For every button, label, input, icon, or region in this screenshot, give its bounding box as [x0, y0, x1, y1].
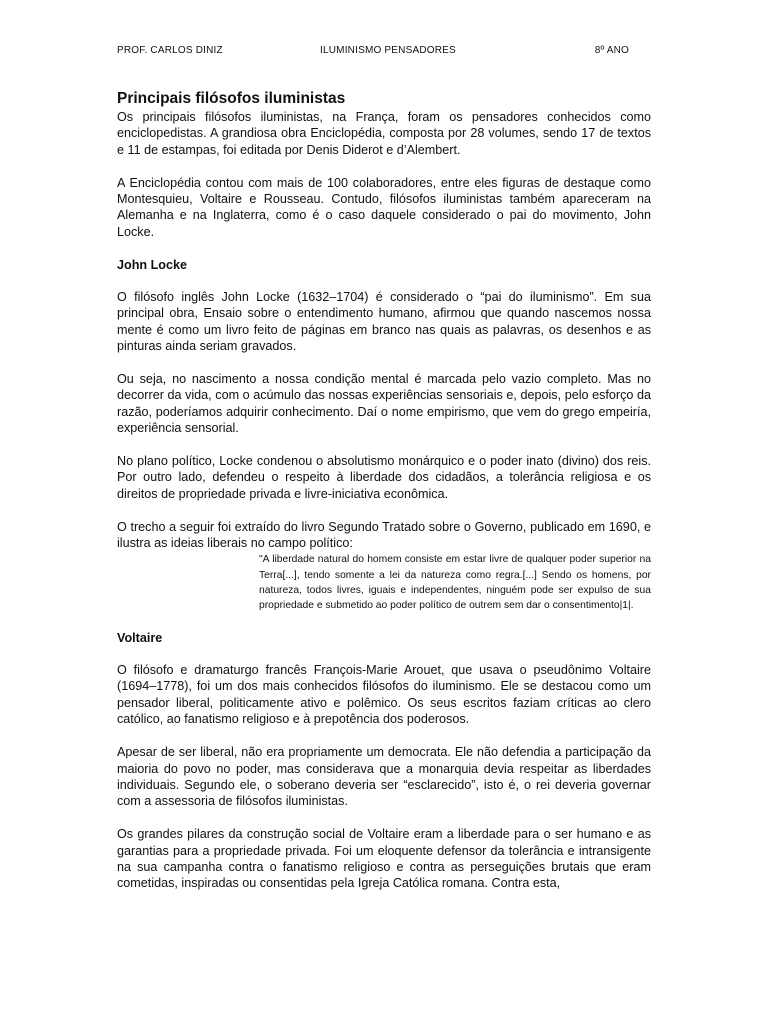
voltaire-paragraph-1: O filósofo e dramaturgo francês François-Marie Arouet, que usava o pseudônimo Voltaire (1694–1778), foi um dos mais conhecidos filósofos do iluminismo. Ele se destacou como um pensador liberal, politicamente ativo e polêmico. Os seus escritos faziam críticas ao clero católico, ao fanatismo religioso e à prepotência dos poderosos. [117, 663, 651, 727]
header-author: PROF. CARLOS DINIZ [117, 45, 223, 56]
section-title-principais: Principais filósofos iluministas [117, 90, 346, 107]
intro-paragraph-1: Os principais filósofos iluministas, na França, foram os pensadores conhecidos como enciclopedistas. A grandiosa obra Enciclopédia, composta por 28 volumes, sendo 17 de textos e 11 de estampas, foi editada por Denis Diderot e d’Alembert. [117, 110, 651, 157]
locke-paragraph-1: O filósofo inglês John Locke (1632–1704) é considerado o “pai do iluminismo”. Em sua principal obra, Ensaio sobre o entendimento humano, afirmou que quando nascemos nossa mente é como um livro feito de páginas em branco nas quais as palavras, os desenhos e as pinturas ainda seriam gravados. [117, 290, 651, 354]
locke-quote: "A liberdade natural do homem consiste em estar livre de qualquer poder superior na Terra[...], tendo somente a lei da natureza como regra.[...] Sendo os homens, por natureza, todos livres, iguais e independentes, ninguém pode ser expulso de sua propriedade e submetido ao poder político de outrem sem dar o consentimento|1|. [259, 554, 651, 612]
intro-paragraph-2: A Enciclopédia contou com mais de 100 colaboradores, entre eles figuras de destaque como Montesquieu, Voltaire e Rousseau. Contudo, filósofos iluministas também apareceram na Alemanha e na Inglaterra, como é o caso daquele considerado o pai do movimento, John Locke. [117, 175, 651, 239]
section-title-locke: John Locke [117, 257, 187, 272]
header-grade: 8º ANO [594, 45, 629, 56]
locke-paragraph-2: Ou seja, no nascimento a nossa condição mental é marcada pelo vazio completo. Mas no decorrer da vida, com o acúmulo das nossas experiências sensoriais e, depois, pelo esforço da razão, poderíamos adquirir conhecimento. Daí o nome empirismo, que vem do grego empeiría, experiência sensorial. [117, 372, 651, 436]
header-subject: ILUMINISMO PENSADORES [320, 45, 456, 56]
voltaire-paragraph-2: Apesar de ser liberal, não era propriamente um democrata. Ele não defendia a participação da maioria do povo no poder, mas considerava que a monarquia devia respeitar as liberdades individuais. Segundo ele, o soberano deveria ser “esclarecido”, isto é, o rei deveria governar com a assessoria de filósofos iluministas. [117, 745, 651, 809]
page-header [117, 45, 651, 61]
document-body [117, 89, 651, 908]
locke-paragraph-4: O trecho a seguir foi extraído do livro Segundo Tratado sobre o Governo, publicado em 1690, e ilustra as ideias liberais no campo político: [117, 519, 651, 551]
locke-paragraph-3: No plano político, Locke condenou o absolutismo monárquico e o poder inato (divino) dos reis. Por outro lado, defendeu o respeito à liberdade dos cidadãos, a tolerância religiosa e os direitos de propriedade privada e livre-iniciativa econômica. [117, 454, 651, 501]
voltaire-paragraph-3: Os grandes pilares da construção social de Voltaire eram a liberdade para o ser humano e as garantias para a propriedade privada. Foi um eloquente defensor da tolerância e intransigente na sua campanha contra o fanatismo religioso e contra as perseguições brutais que eram cometidas, inspiradas ou consentidas pela Igreja Católica romana. Contra esta, [117, 827, 651, 891]
section-title-voltaire: Voltaire [117, 630, 163, 645]
